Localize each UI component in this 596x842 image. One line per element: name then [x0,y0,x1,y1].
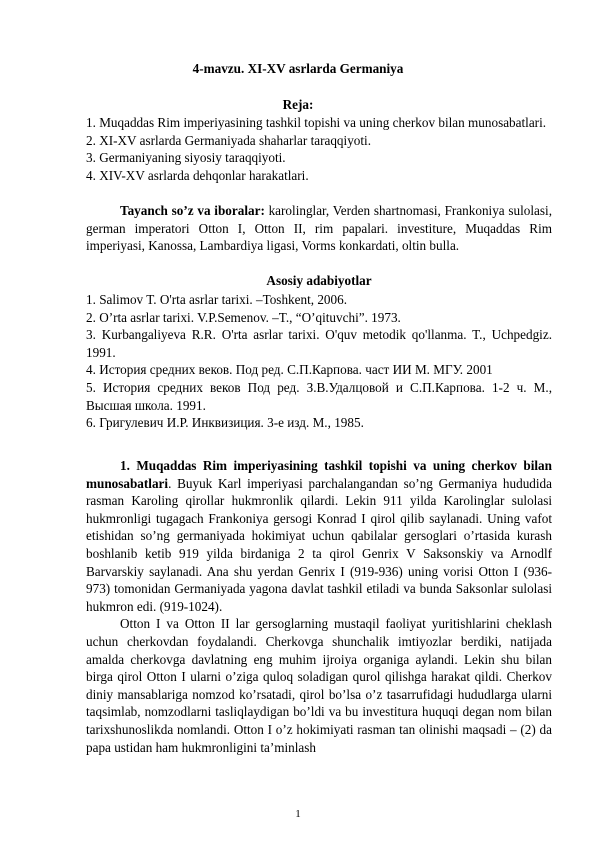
literature-item: 4. История средних веков. Под ред. С.П.Карпова. част ИИ М. МГУ. 2001 [86,362,493,378]
plan-item: 3. Germaniyaning siyosiy taraqqiyoti. [86,150,286,166]
key-terms-label: Tayanch so’z va iboralar: [120,203,265,218]
document-title: 4-mavzu. XI-XV asrlarda Germaniya [192,61,404,76]
literature-item: 1. Salimov T. O'rta asrlar tarixi. –Toshkent, 2006. [86,292,348,307]
plan-item: 2. XI-XV asrlarda Germaniyada shaharlar taraqqiyoti. [86,132,372,148]
key-terms-text: karolinglar, Verden shartnomasi, Frankoniya sulolasi, german imperatori Otton I, Otton II, rim papalari. investiture, Muqaddas Rim imperiyasi, Kanossa, Lambardiya ligasi, Vorms konkardati, oltin bulla. [86,203,553,254]
section-1-paragraph-2: Otton I va Otton II lar gersoglarning mustaqil faoliyat yuritishlarini cheklash uchun cherkovdan foydalandi. Cherkovga shunchalik imtiyozlar berdiki, natijada amalda cherkovga davlatning eng muhim ijroiya organiga aylandi. Lekin shu bilan birga qirol Otton I ularni o’ziga quloq soladigan qurol qilishga harakat qildi. Cherkov diniy mansablariga nomzod ko’rsatadi, qirol bo’lsa o’z tasarrufidagi hududlarga ularni taqsimlab, nomzodlarni tasliqlaydigan bo’ldi va bu investitura huquqi degan nom bilan tarixshunoslikda nomlandi. Otton I o’z hokimiyati rasman tan olinishi maqsadi – (2) da papa ustidan ham hukmronligini ta’minlash [86,616,552,755]
literature-list [86,291,552,432]
plan-item: 4. XIV-XV asrlarda dehqonlar harakatlari. [86,167,309,183]
plan-heading: Reja: [282,97,314,112]
section-1 [86,457,552,756]
section-1-paragraph-1 [86,457,552,615]
literature-heading: Asosiy adabiyotlar [266,273,372,288]
key-terms-paragraph [86,202,552,255]
literature-item: 5. История средних веков Под ред. З.В.Удалцовой и С.П.Карпова. 1-2 ч. М., Высшая школа. 1991. [86,379,552,413]
literature-item: 6. Григулевич И.Р. Инквизиция. 3-е изд. М., 1985. [86,415,364,431]
plan-item: 1. Muqaddas Rim imperiyasining tashkil topishi va uning cherkov bilan munosabatlari. [86,115,547,130]
literature-item: 2. O’rta asrlar tarixi. V.P.Semenov. –T., “O’qituvchi”. 1973. [86,309,401,325]
page-number: 1 [295,808,301,820]
plan-list [86,114,552,184]
section-1-text: . Buyuk Karl imperiyasi parchalangandan so’ng Germaniya hududida rasman Karoling qirollar hukmronlik qilardi. Lekin 911 yilda Karolinglar sulolasi hukmronligi tugagach Frankoniya gersogi Konrad I qirol qilib saylanadi. Uning vafot etishidan so’ng germaniyada hokimiyat uchun qabilalar gersoglari o’rtasida kurash boshlanib ketib 919 yilda birdaniga 2 ta qirol Genrix V Saksonskiy va Arnodlf Barvarskiy saylanadi. Ana shu yerdan Genrix I (919-936) uning vorisi Otton I (936-973) tomonidan Germaniyada yagona davlat tashkil etiladi va bunda Saksonlar sulolasi hukmron edi. (919-1024). [86,475,552,614]
literature-item: 3. Kurbangaliyeva R.R. O'rta asrlar tarixi. O'quv metodik qo'llanma. T., Uchpedgiz. 1991. [86,327,552,360]
section-1-heading: 1. Muqaddas Rim imperiyasining tashkil topishi va uning cherkov bilan munosabatlari [86,458,552,491]
